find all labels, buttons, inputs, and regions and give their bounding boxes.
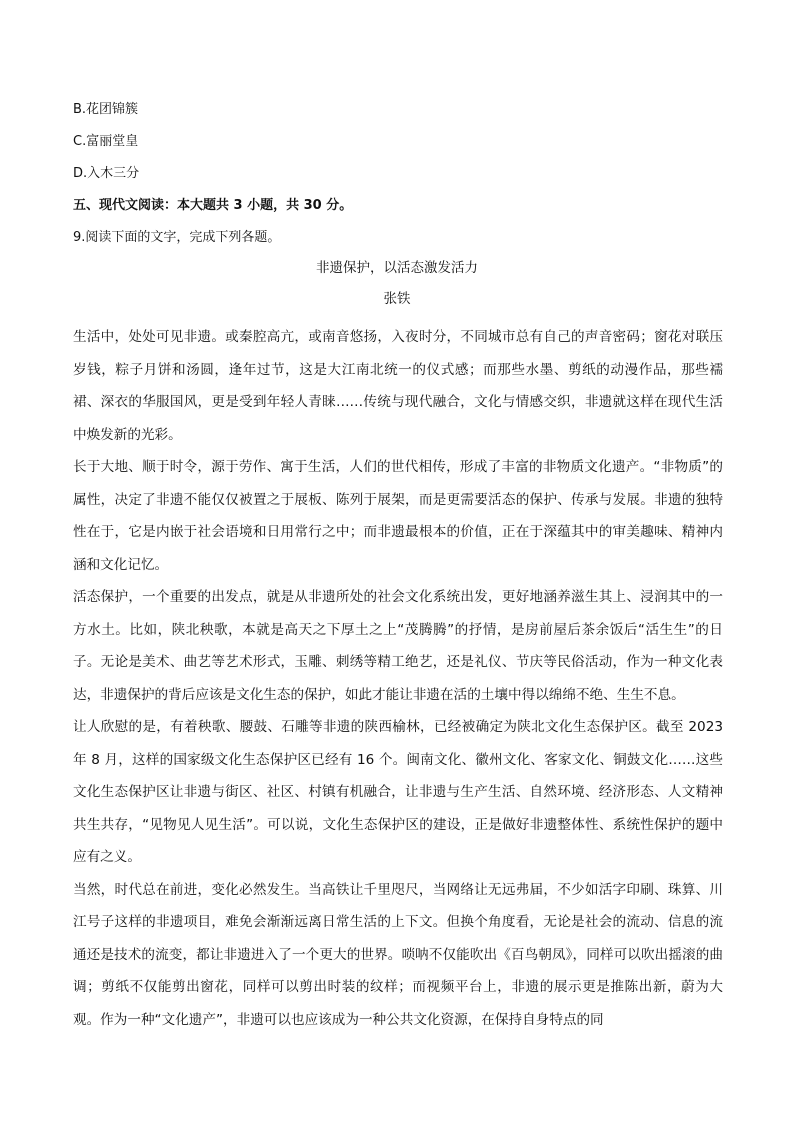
option-b: B.花团锦簇	[73, 102, 139, 117]
article-author: 张铁	[383, 291, 411, 307]
question-prompt: 9.阅读下面的文字，完成下列各题。	[73, 230, 281, 245]
article-body	[73, 321, 723, 1036]
article-paragraph-1: 生活中，处处可见非遗。或秦腔高亢，或南音悠扬，入夜时分，不同城市总有自己的声音密码；窗花对联压岁钱，粽子月饼和汤圆，逢年过节，这是大江南北统一的仪式感；而那些水墨、剪纸的动漫作品，那些襦裙、深衣的华服国风，更是受到年轻人青睐……传统与现代融合，文化与情感交织，非遗就这样在现代生活中焕发新的光彩。	[73, 329, 723, 443]
article-paragraph-2: 长于大地、顺于时令，源于劳作、寓于生活，人们的世代相传，形成了丰富的非物质文化遗产。“非物质”的属性，决定了非遗不能仅仅被置之于展板、陈列于展架，而是更需要活态的保护、传承与发展。非遗的独特性在于，它是内嵌于社会语境和日用常行之中；而非遗最根本的价值，正在于深蕴其中的审美趣味、精神内涵和文化记忆。	[73, 459, 723, 573]
option-c: C.富丽堂皇	[73, 134, 139, 149]
section-title: 五、现代文阅读：	[73, 198, 178, 213]
article-paragraph-4: 让人欣慰的是，有着秧歌、腰鼓、石雕等非遗的陕西榆林，已经被确定为陕北文化生态保护区。截至 2023 年 8 月，这样的国家级文化生态保护区已经有 16 个。闽南文化、徽州文化、客家文化、铜鼓文化……这些文化生态保护区让非遗与街区、社区、村镇有机融合，让非遗与生产生活、自然环境、经济形态、人文精神共生共存，“见物见人见生活”。可以说，文化生态保护区的建设，正是做好非遗整体性、系统性保护的题中应有之义。	[73, 719, 723, 865]
article-title: 非遗保护，以活态激发活力	[316, 260, 478, 276]
option-d: D.入木三分	[73, 166, 140, 181]
article-paragraph-3: 活态保护，一个重要的出发点，就是从非遗所处的社会文化系统出发，更好地涵养滋生其上、浸润其中的一方水土。比如，陕北秧歌，本就是高天之下厚土之上“茂腾腾”的抒情，是房前屋后茶余饭后“活生生”的日子。无论是美术、曲艺等艺术形式，玉雕、刺绣等精工绝艺，还是礼仪、节庆等民俗活动，作为一种文化表达，非遗保护的背后应该是文化生态的保护，如此才能让非遗在活的土壤中得以绵绵不绝、生生不息。	[73, 589, 723, 703]
section-heading	[73, 197, 352, 215]
section-detail: 本大题共 3 小题，共 30 分。	[177, 198, 353, 213]
article-paragraph-5: 当然，时代总在前进，变化必然发生。当高铁让千里咫尺，当网络让无远弗届，不少如活字印刷、珠算、川江号子这样的非遗项目，难免会渐渐远离日常生活的上下文。但换个角度看，无论是社会的流动、信息的流通还是技术的流变，都让非遗进入了一个更大的世界。唢呐不仅能吹出《百鸟朝凤》，同样可以吹出摇滚的曲调；剪纸不仅能剪出窗花，同样可以剪出时装的纹样；而视频平台上，非遗的展示更是推陈出新，蔚为大观。作为一种“文化遗产”，非遗可以也应该成为一种公共文化资源，在保持自身特点的同	[73, 881, 723, 1028]
